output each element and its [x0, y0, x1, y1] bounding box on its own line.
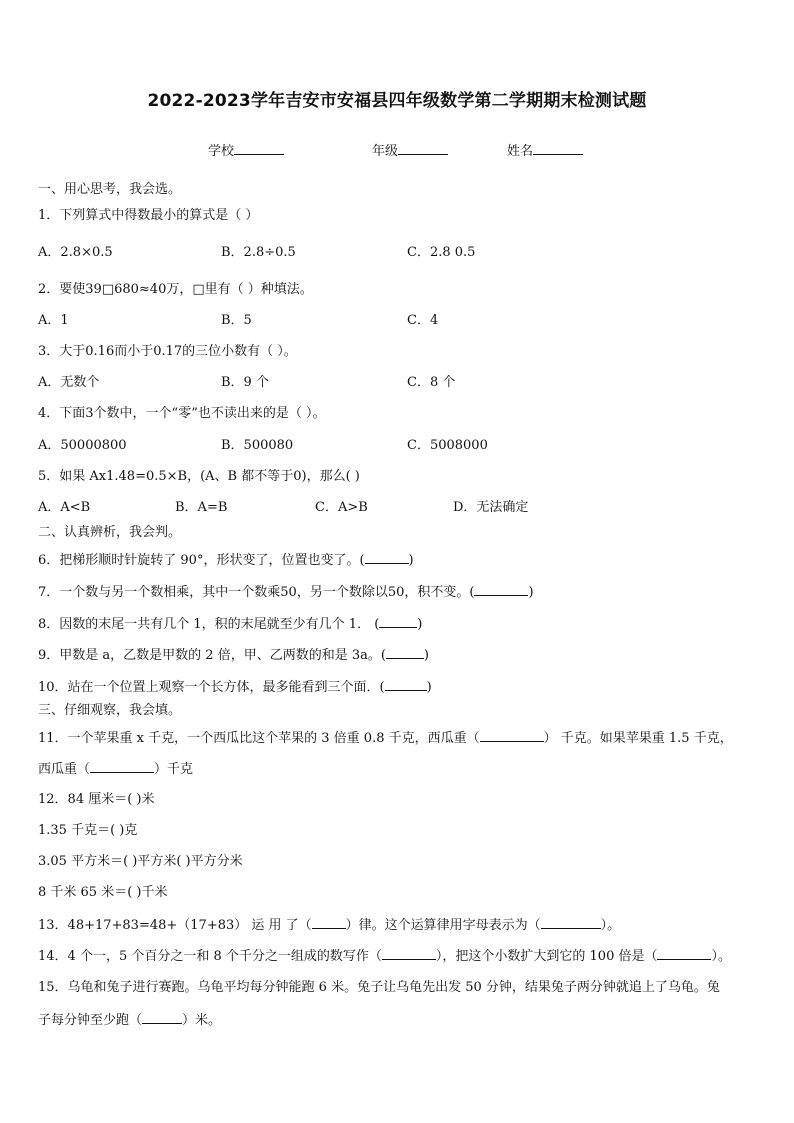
question-11-line-2 [38, 759, 193, 779]
question-13-text-a: 13．48+17+83=48+（17+83） 运 用 了（ [38, 918, 312, 933]
name-label: 姓名 [507, 144, 534, 159]
question-1-option-b[interactable]: B．2.8÷0.5 [221, 245, 296, 260]
question-2-option-a[interactable]: A．1 [38, 313, 69, 328]
question-5-option-a[interactable]: A．A<B [38, 500, 91, 515]
question-12-a: 12．84 厘米＝( )米 [38, 792, 155, 807]
question-8-close: ) [417, 617, 423, 632]
school-label: 学校 [208, 144, 235, 159]
question-7-text: 7．一个数与另一个数相乘，其中一个数乘50，另一个数除以50，积不变。( [38, 585, 475, 600]
question-13-blank-2[interactable] [541, 915, 601, 929]
question-5-option-d[interactable]: D．无法确定 [453, 500, 529, 515]
question-12-c: 3.05 平方米＝( )平方米( )平方分米 [38, 854, 243, 869]
question-11-text-b: ） 千克。如果苹果重 1.5 千克， [543, 731, 733, 746]
question-6-text: 6．把梯形顺时针旋转了 90°，形状变了，位置也变了。( [38, 553, 365, 568]
question-13-blank-1[interactable] [312, 915, 346, 929]
question-11-text-d: ）千克 [154, 762, 194, 777]
question-9 [38, 645, 429, 665]
section-3-heading: 三、仔细观察，我会填。 [38, 703, 182, 718]
question-3-stem: 3．大于0.16而小于0.17的三位小数有（ ）。 [38, 344, 297, 359]
question-2-stem: 2．要使39□680≈40万，□里有（ ）种填法。 [38, 282, 313, 297]
grade-blank[interactable] [398, 141, 448, 155]
question-4-option-b[interactable]: B．500080 [221, 438, 294, 453]
section-1-heading: 一、用心思考，我会选。 [38, 182, 182, 197]
question-9-close: ) [423, 648, 429, 663]
school-blank[interactable] [234, 141, 284, 155]
page-title: 2022-2023学年吉安市安福县四年级数学第二学期期末检测试题 [147, 91, 647, 111]
question-1-stem: 1．下列算式中得数最小的算式是（ ） [38, 208, 259, 223]
grade-field [372, 141, 448, 161]
question-11-text-a: 11．一个苹果重 x 千克，一个西瓜比这个苹果的 3 倍重 0.8 千克，西瓜重（ [38, 731, 480, 746]
question-8-text: 8．因数的末尾一共有几个 1，积的末尾就至少有几个 1． ( [38, 617, 380, 632]
question-8 [38, 614, 422, 634]
question-15-text-c: ）米。 [182, 1013, 222, 1028]
question-2-option-c[interactable]: C．4 [407, 313, 439, 328]
question-4-option-a[interactable]: A．50000800 [38, 438, 127, 453]
question-11-blank-2[interactable] [90, 759, 154, 773]
question-14-text-b: ），把这个小数扩大到它的 100 倍是（ [435, 949, 658, 964]
question-14-blank-1[interactable] [382, 946, 436, 960]
question-13 [38, 915, 620, 935]
question-15-line-2 [38, 1010, 221, 1030]
question-9-text: 9．甲数是 a，乙数是甲数的 2 倍，甲、乙两数的和是 3a。( [38, 648, 386, 663]
question-3-option-c[interactable]: C．8 个 [407, 375, 456, 390]
question-7 [38, 582, 534, 602]
question-10-answer-blank[interactable] [385, 677, 427, 691]
question-7-close: ) [528, 585, 534, 600]
question-5-option-c[interactable]: C．A>B [315, 500, 368, 515]
question-1-option-c[interactable]: C．2.8 0.5 [407, 245, 476, 260]
question-13-text-b: ）律。这个运算律用字母表示为（ [345, 918, 541, 933]
question-10-text: 10．站在一个位置上观察一个长方体，最多能看到三个面．( [38, 680, 385, 695]
question-12-b: 1.35 千克＝( )克 [38, 823, 138, 838]
question-10 [38, 677, 432, 697]
question-6 [38, 550, 414, 570]
name-field [507, 141, 583, 161]
question-14-blank-2[interactable] [657, 946, 711, 960]
grade-label: 年级 [372, 144, 399, 159]
question-2-option-b[interactable]: B．5 [221, 313, 252, 328]
question-15-text-b: 子每分钟至少跑（ [38, 1013, 143, 1028]
question-11-blank-1[interactable] [480, 728, 544, 742]
question-6-close: ) [408, 553, 414, 568]
question-4-option-c[interactable]: C．5008000 [407, 438, 488, 453]
question-5-stem: 5．如果 Ax1.48=0.5×B，(A、B 都不等于0)，那么( ) [38, 469, 360, 484]
question-1-option-a[interactable]: A．2.8×0.5 [38, 245, 113, 260]
school-field [208, 141, 284, 161]
question-3-option-a[interactable]: A．无数个 [38, 375, 100, 390]
question-4-stem: 4．下面3个数中，一个“零”也不读出来的是（ ）。 [38, 406, 326, 421]
question-10-close: ) [426, 680, 432, 695]
section-2-heading: 二、认真辨析，我会判。 [38, 525, 182, 540]
name-blank[interactable] [533, 141, 583, 155]
question-5-option-b[interactable]: B．A=B [175, 500, 228, 515]
question-9-answer-blank[interactable] [386, 645, 424, 659]
question-8-answer-blank[interactable] [379, 614, 417, 628]
question-14-text-c: ）。 [711, 949, 731, 964]
question-14-text-a: 14．4 个一，5 个百分之一和 8 个千分之一组成的数写作（ [38, 949, 382, 964]
question-11-line-1 [38, 728, 733, 748]
question-7-answer-blank[interactable] [474, 582, 528, 596]
question-15-line-1: 15．乌龟和兔子进行赛跑。乌龟平均每分钟能跑 6 米。兔子让乌龟先出发 50 分钟，结果兔子两分钟就追上了乌龟。兔 [38, 980, 720, 995]
question-6-answer-blank[interactable] [365, 550, 409, 564]
question-12-d: 8 千米 65 米＝( )千米 [38, 885, 168, 900]
question-14 [38, 946, 731, 966]
question-13-text-c: ）。 [600, 918, 621, 933]
question-11-text-c: 西瓜重（ [38, 762, 91, 777]
question-3-option-b[interactable]: B．9 个 [221, 375, 269, 390]
question-15-blank[interactable] [142, 1010, 182, 1024]
